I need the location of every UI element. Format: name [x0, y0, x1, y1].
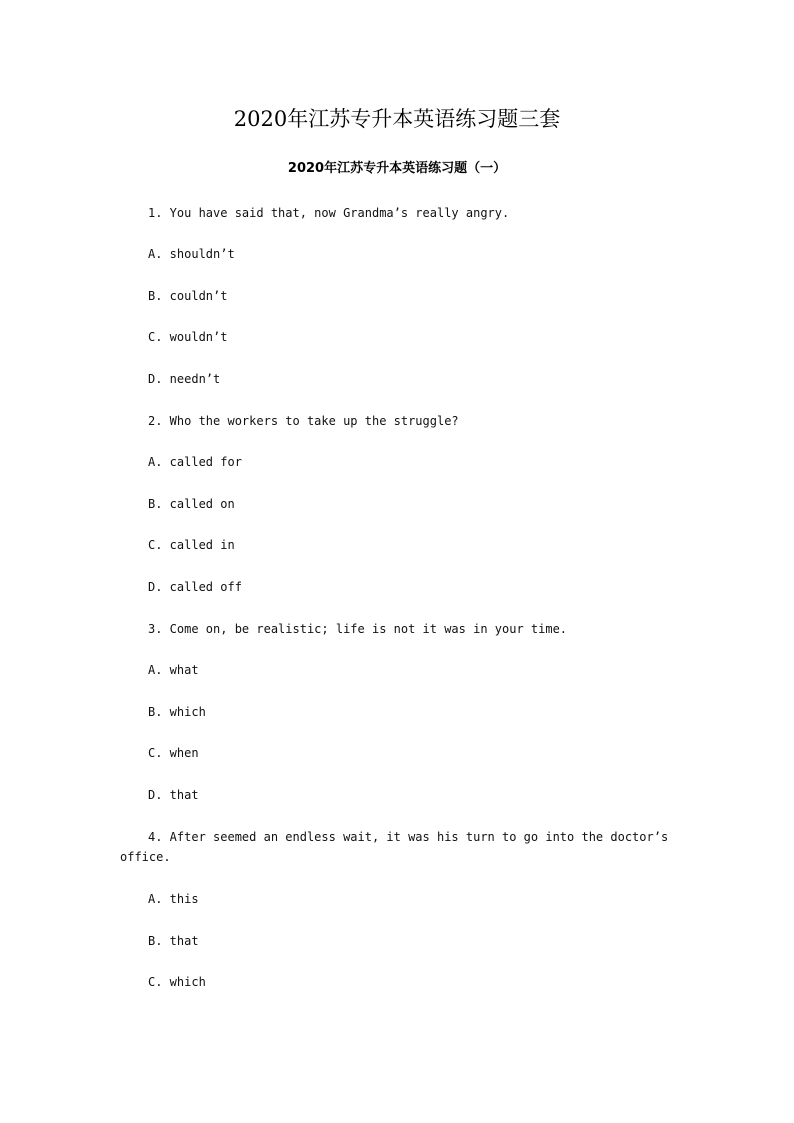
- question-3-option-b: B. which: [148, 705, 206, 719]
- question-3-stem: 3. Come on, be realistic; life is not it was in your time.: [148, 622, 568, 636]
- question-2-option-b: B. called on: [148, 497, 235, 511]
- question-4-stem: 4. After seemed an endless wait, it was his turn to go into the doctor’s: [148, 830, 669, 844]
- document-title: 2020年江苏专升本英语练习题三套: [233, 107, 561, 131]
- question-1-option-d: D. needn’t: [148, 372, 221, 386]
- question-2-option-c: C. called in: [148, 538, 235, 552]
- question-4-option-a: A. this: [148, 892, 199, 906]
- question-4-stem-continuation: office.: [120, 850, 171, 864]
- section-title: 2020年江苏专升本英语练习题（一）: [287, 161, 507, 176]
- question-4-option-b: B. that: [148, 934, 199, 948]
- question-3-option-c: C. when: [148, 746, 199, 760]
- question-2-option-a: A. called for: [148, 455, 242, 469]
- question-1-option-a: A. shouldn’t: [148, 247, 235, 261]
- question-3-option-a: A. what: [148, 663, 199, 677]
- question-4-option-c: C. which: [148, 975, 206, 989]
- question-1-option-c: C. wouldn’t: [148, 330, 228, 344]
- question-2-option-d: D. called off: [148, 580, 242, 594]
- question-1-stem: 1. You have said that, now Grandma’s really angry.: [148, 206, 510, 220]
- question-2-stem: 2. Who the workers to take up the struggle?: [148, 414, 459, 428]
- question-3-option-d: D. that: [148, 788, 199, 802]
- question-1-option-b: B. couldn’t: [148, 289, 228, 303]
